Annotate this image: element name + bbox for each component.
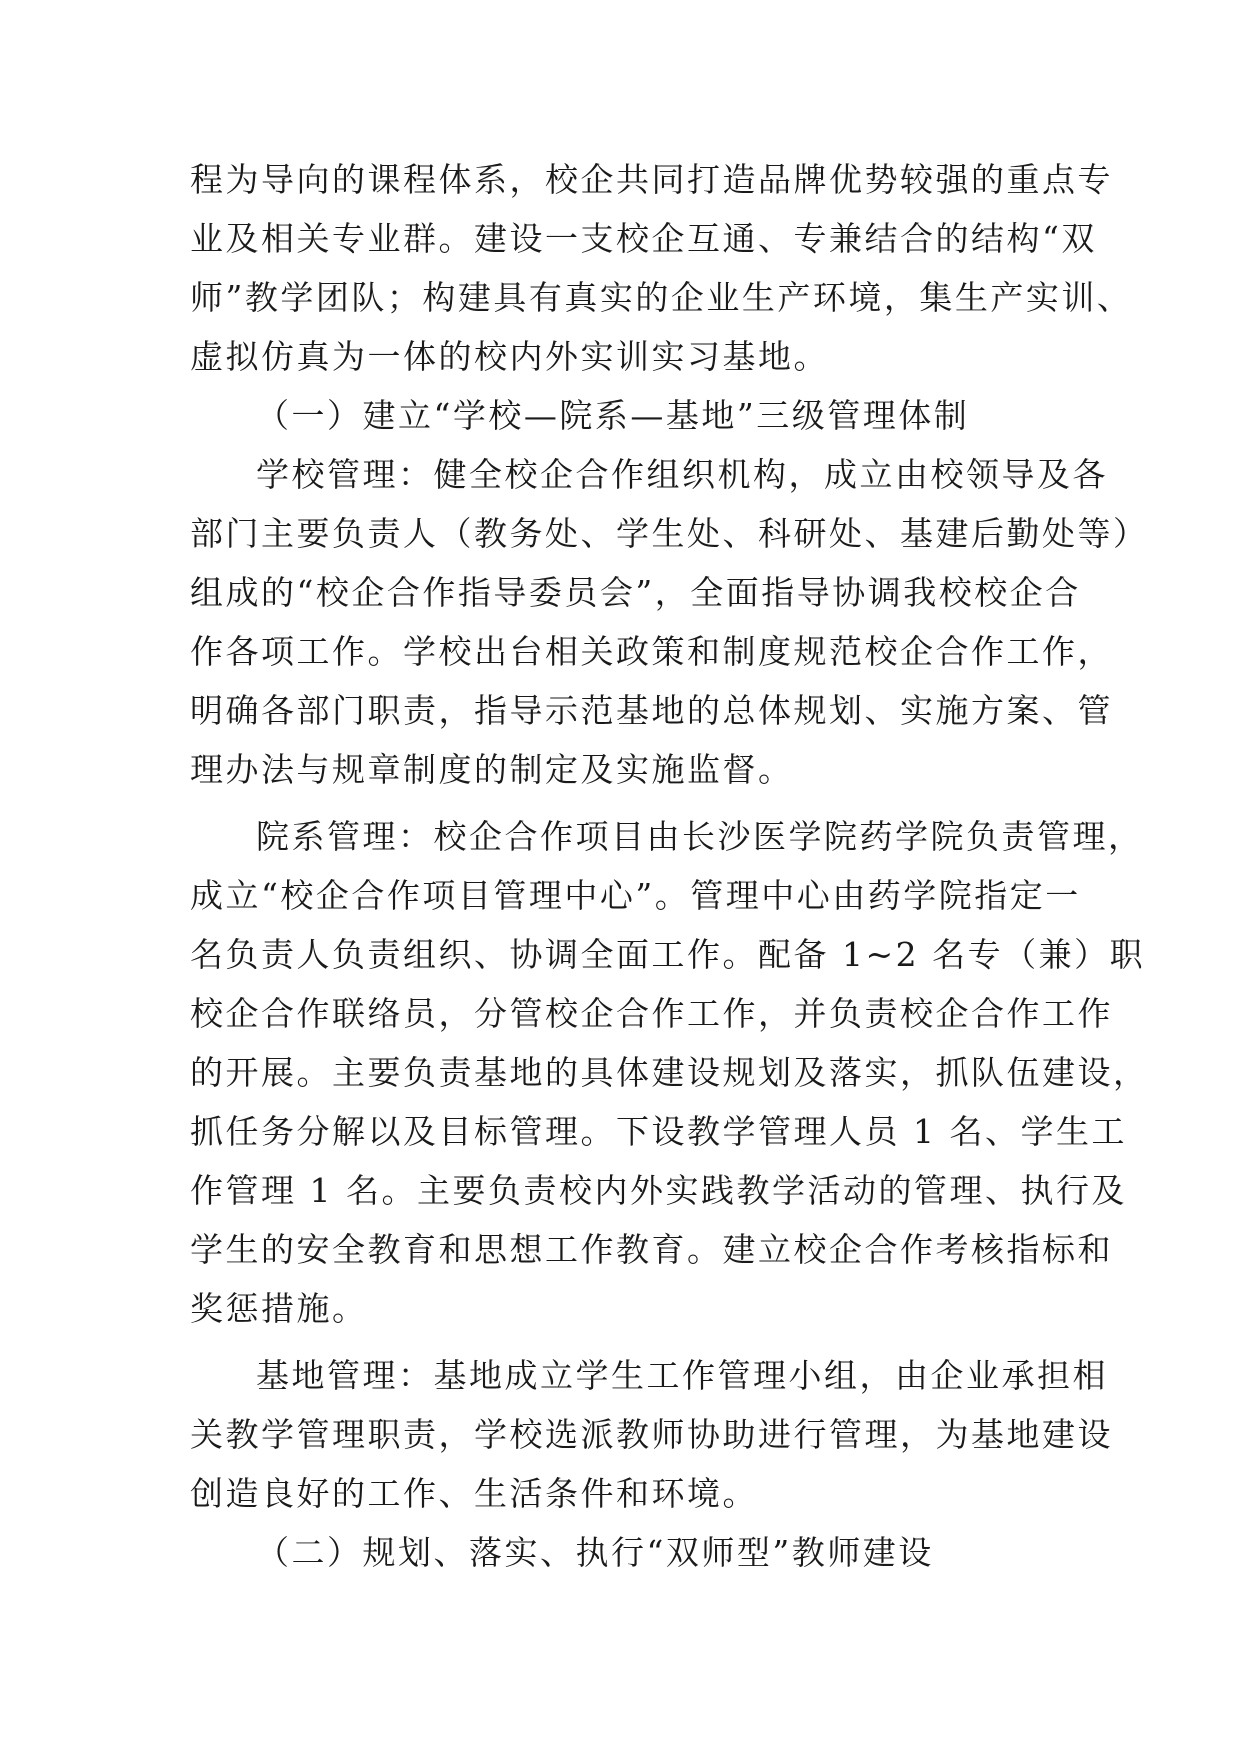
paragraph-line: 作管理 1 名。主要负责校内外实践教学活动的管理、执行及 — [190, 1171, 1127, 1210]
document-body — [190, 150, 1149, 1582]
section-heading-2: （二）规划、落实、执行“双师型”教师建设 — [256, 1533, 934, 1572]
paragraph-line: 学生的安全教育和思想工作教育。建立校企合作考核指标和 — [190, 1230, 1113, 1269]
paragraph-line: 组成的“校企合作指导委员会”，全面指导协调我校校企合 — [190, 573, 1081, 612]
paragraph-line: 明确各部门职责，指导示范基地的总体规划、实施方案、管 — [190, 691, 1113, 730]
paragraph-line: 名负责人负责组织、协调全面工作。配备 1~2 名专（兼）职 — [190, 935, 1146, 974]
paragraph-line: 理办法与规章制度的制定及实施监督。 — [190, 750, 794, 789]
paragraph-line: 院系管理：校企合作项目由长沙医学院药学院负责管理， — [256, 817, 1144, 856]
paragraph-line: 抓任务分解以及目标管理。下设教学管理人员 1 名、学生工 — [190, 1112, 1127, 1151]
paragraph-line: 部门主要负责人（教务处、学生处、科研处、基建后勤处等） — [190, 514, 1149, 553]
paragraph-line: 程为导向的课程体系，校企共同打造品牌优势较强的重点专 — [190, 160, 1113, 199]
paragraph-line: 学校管理：健全校企合作组织机构，成立由校领导及各 — [256, 455, 1108, 494]
paragraph-line: 创造良好的工作、生活条件和环境。 — [190, 1474, 758, 1513]
paragraph-line: 师”教学团队；构建具有真实的企业生产环境，集生产实训、 — [190, 278, 1133, 317]
paragraph-line: 作各项工作。学校出台相关政策和制度规范校企合作工作， — [190, 632, 1113, 671]
paragraph-line: 成立“校企合作项目管理中心”。管理中心由药学院指定一 — [190, 876, 1081, 915]
paragraph-line: 业及相关专业群。建设一支校企互通、专兼结合的结构“双 — [190, 219, 1097, 258]
paragraph-line: 校企合作联络员，分管校企合作工作，并负责校企合作工作 — [190, 994, 1113, 1033]
paragraph-line: 奖惩措施。 — [190, 1289, 368, 1328]
paragraph-line: 的开展。主要负责基地的具体建设规划及落实，抓队伍建设， — [190, 1053, 1149, 1092]
paragraph-line: 基地管理：基地成立学生工作管理小组，由企业承担相 — [256, 1356, 1108, 1395]
paragraph-line: 虚拟仿真为一体的校内外实训实习基地。 — [190, 337, 829, 376]
paragraph-line: 关教学管理职责，学校选派教师协助进行管理，为基地建设 — [190, 1415, 1113, 1454]
section-heading-1: （一）建立“学校—院系—基地”三级管理体制 — [256, 396, 970, 435]
